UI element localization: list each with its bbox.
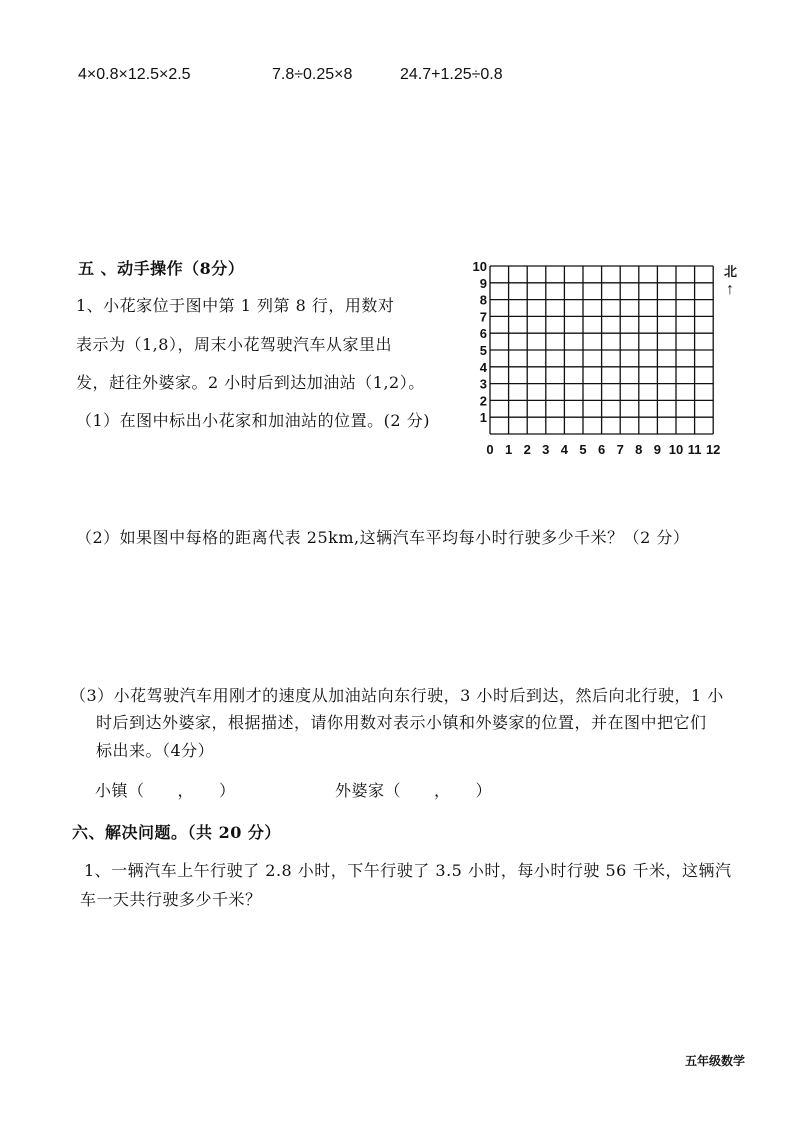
expression-1: 4×0.8×12.5×2.5	[78, 66, 191, 83]
x-axis-label: 8	[635, 442, 643, 457]
grid-lines	[490, 266, 713, 434]
y-axis-label: 7	[479, 309, 487, 325]
y-axis-label: 3	[479, 376, 487, 392]
y-axis-label: 4	[479, 359, 487, 375]
footer-subject: 五年级数学	[685, 1054, 746, 1068]
x-axis-label: 6	[597, 442, 606, 457]
expression-2: 7.8÷0.25×8	[272, 66, 353, 83]
section5-title: 五 、动手操作（8分）	[78, 259, 245, 278]
x-axis-label: 7	[616, 442, 624, 457]
expression-3: 24.7+1.25÷0.8	[400, 66, 503, 83]
x-axis-label: 5	[579, 442, 587, 457]
section5-q1-sub1: （1）在图中标出小花家和加油站的位置。(2 分)	[76, 411, 430, 430]
x-axis-label: 9	[653, 442, 662, 457]
section5-q1-sub3-line2: 时后到达外婆家，根据描述，请你用数对表示小镇和外婆家的位置，并在图中把它们	[96, 713, 707, 732]
north-arrow-icon: ↑	[726, 281, 734, 298]
x-axis-label: 1	[504, 442, 513, 457]
section5-q1-sub2: （2）如果图中每格的距离代表 25km,这辆汽车平均每小时行驶多少千米？（2 分）	[76, 528, 690, 547]
y-axis-label: 1	[479, 410, 487, 426]
section5-q1-sub3-line3: 标出来。（4分）	[96, 741, 215, 760]
coordinate-grid[interactable]	[468, 258, 768, 463]
north-label: 北	[724, 264, 738, 279]
x-axis-label: 2	[523, 442, 531, 457]
section5-q1-line3: 发，赶往外婆家。2 小时后到达加油站（1,2）。	[76, 373, 425, 392]
section6-q1-line2: 车一天共行驶多少千米？	[80, 890, 262, 909]
grid-x-axis-labels	[486, 442, 720, 457]
section5-q1-sub3-line1: （3）小花驾驶汽车用刚才的速度从加油站向东行驶，3 小时后到达，然后向北行驶，1 小	[70, 686, 724, 705]
y-axis-label: 5	[479, 343, 487, 358]
x-axis-label: 0	[486, 442, 494, 457]
y-axis-label: 10	[472, 259, 487, 274]
y-axis-label: 8	[479, 292, 487, 308]
x-axis-label: 4	[560, 442, 569, 457]
grandma-house-answer-blank[interactable]: 外婆家（ ， ）	[335, 781, 493, 800]
x-axis-label: 3	[542, 442, 550, 457]
grid-y-axis-labels	[473, 259, 488, 425]
y-axis-label: 6	[479, 326, 487, 342]
y-axis-label: 9	[479, 275, 487, 291]
section5-q1-line1: 1、小花家位于图中第 1 列第 8 行，用数对	[76, 296, 395, 315]
section5-q1-line2: 表示为（1,8），周末小花驾驶汽车从家里出	[76, 335, 392, 354]
x-axis-label: 11	[687, 442, 702, 457]
x-axis-label: 10	[668, 442, 684, 457]
x-axis-label: 12	[705, 442, 721, 457]
town-answer-blank[interactable]: 小镇（ ， ）	[95, 781, 236, 800]
section6-q1-line1: 1、一辆汽车上午行驶了 2.8 小时，下午行驶了 3.5 小时，每小时行驶 56 千米，这辆汽	[84, 861, 732, 880]
y-axis-label: 2	[479, 393, 487, 409]
section6-title: 六、解决问题。（共 20 分）	[72, 823, 281, 842]
